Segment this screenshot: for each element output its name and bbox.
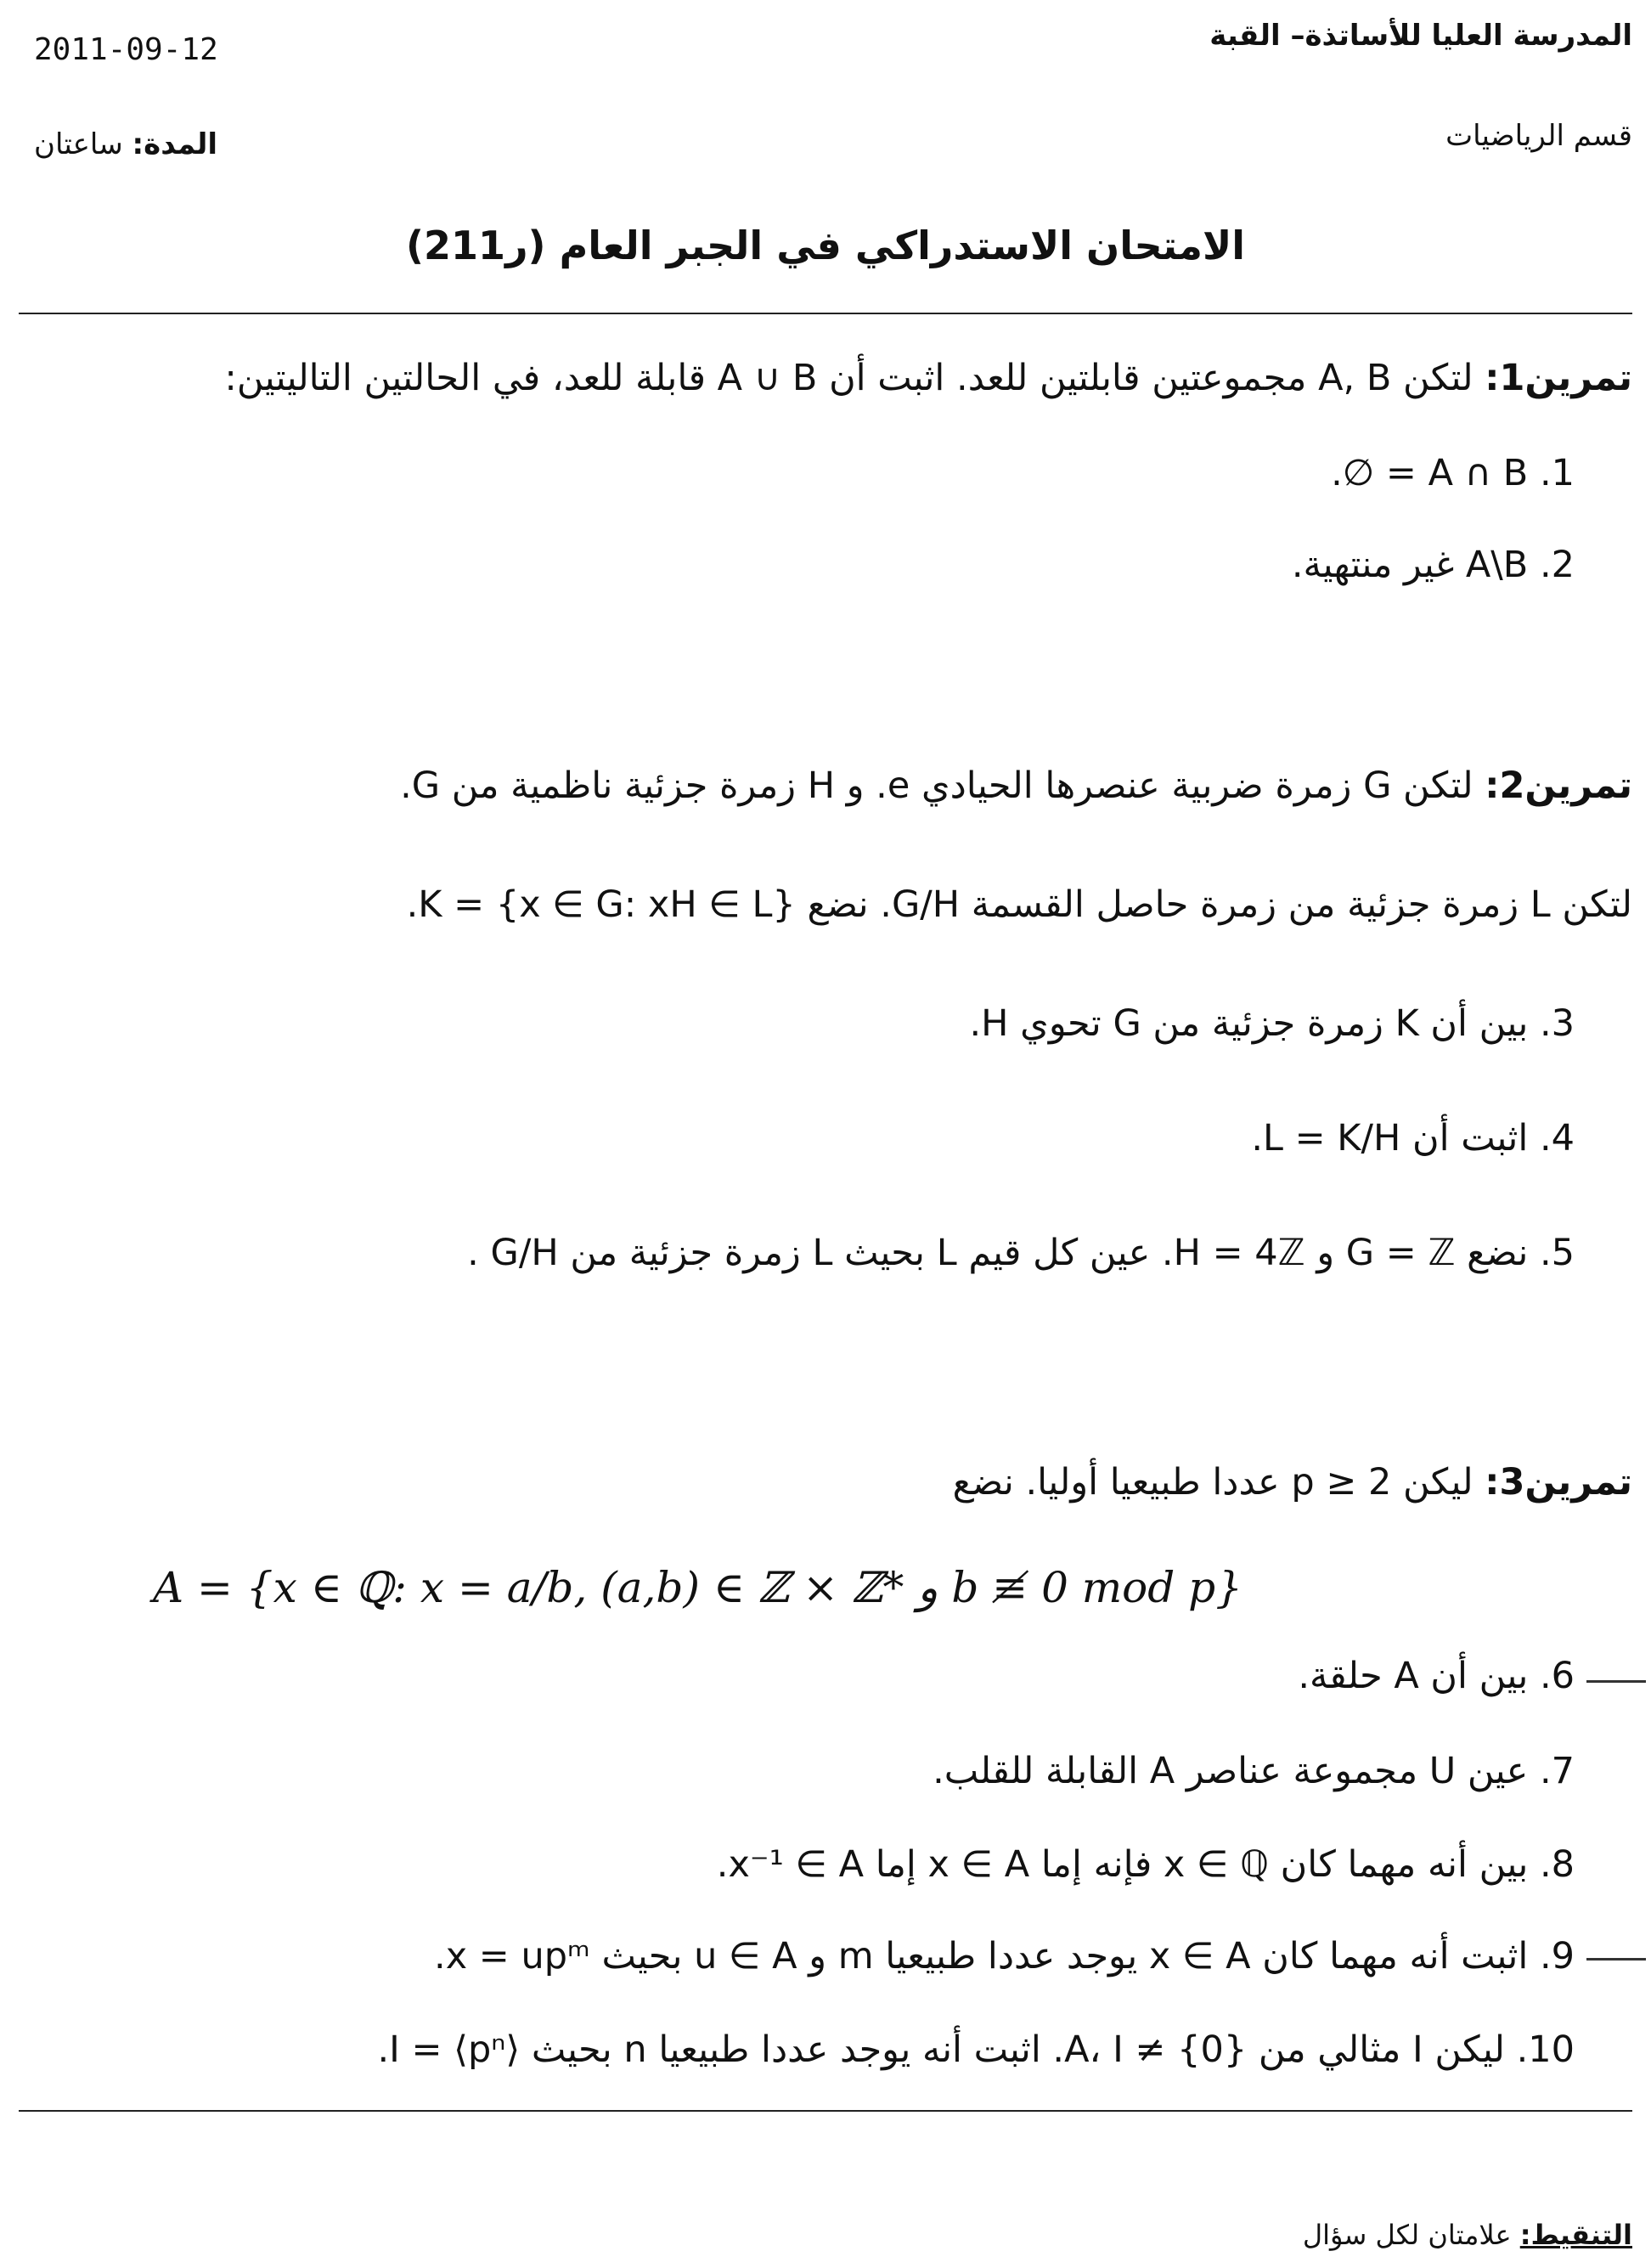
question-9: 9. اثبت أنه مهما كان x ∈ A يوجد عددا طبيعيا m و u ∈ A بحيث x = upᵐ.	[434, 1935, 1575, 1977]
grading-note	[1303, 2219, 1632, 2251]
exercise-3-text: ليكن p ≥ 2 عددا طبيعيا أوليا. نضع	[952, 1461, 1485, 1504]
question-4: 4. اثبت أن L = K/H.	[1251, 1117, 1575, 1159]
exercise-1-text: لتكن A, B مجموعتين قابلتين للعد. اثبت أن A ∪ B قابلة للعد، في الحالتين التاليتين:	[224, 357, 1485, 399]
grading-text: علامتان لكل سؤال	[1302, 2219, 1520, 2251]
department-name: قسم الرياضيات	[1445, 119, 1632, 153]
exercise-2-intro	[400, 764, 1632, 807]
exam-duration	[34, 127, 217, 161]
school-name: المدرسة العليا للأساتذة– القبة	[1209, 19, 1632, 53]
exam-date: 2011-09-12	[34, 32, 218, 67]
divider-bottom	[19, 2110, 1632, 2112]
exercise-2-text: لتكن G زمرة ضربية عنصرها الحيادي e. و H زمرة جزئية ناظمية من G.	[400, 764, 1485, 807]
question-3: 3. بين أن K زمرة جزئية من G تحوي H.	[969, 1002, 1575, 1045]
exercise-3-intro	[953, 1461, 1632, 1504]
question-5: 5. نضع G = ℤ و H = 4ℤ. عين كل قيم L بحيث L زمرة جزئية من G/H .	[467, 1232, 1575, 1274]
grading-label: التنقيط:	[1519, 2219, 1632, 2251]
page-title: الامتحان الاستدراكي في الجبر العام (ر211)	[406, 223, 1245, 268]
exercise-2-label: تمرين2:	[1485, 764, 1632, 807]
set-a-formula: A = {x ∈ ℚ: x = a/b, (a,b) ∈ ℤ × ℤ* و b ≢ 0 mod p}	[153, 1563, 1243, 1612]
question-10: 10. ليكن I مثالي من A، I ≠ {0}. اثبت أنه يوجد عددا طبيعيا n بحيث I = ⟨pⁿ⟩.	[377, 2028, 1575, 2071]
question-8: 8. بين أنه مهما كان x ∈ ℚ فإنه إما x ∈ A إما x⁻¹ ∈ A.	[716, 1843, 1575, 1886]
question-1: 1. A ∩ B = ∅.	[1331, 452, 1575, 494]
margin-mark	[1586, 1680, 1646, 1683]
duration-value: ساعتان	[34, 127, 132, 161]
exercise-3-label: تمرين3:	[1485, 1461, 1632, 1504]
divider-top	[19, 313, 1632, 314]
exercise-1-intro	[224, 357, 1632, 399]
question-6: 6. بين أن A حلقة.	[1298, 1655, 1575, 1697]
margin-mark	[1586, 1958, 1646, 1961]
exercise-1-label: تمرين1:	[1485, 357, 1632, 399]
question-7: 7. عين U مجموعة عناصر A القابلة للقلب.	[933, 1750, 1575, 1792]
duration-label: المدة:	[132, 127, 218, 161]
question-2: 2. A\B غير منتهية.	[1291, 544, 1575, 586]
exercise-2-definition: لتكن L زمرة جزئية من زمرة حاصل القسمة G/H. نضع K = {x ∈ G: xH ∈ L}.	[406, 883, 1632, 926]
